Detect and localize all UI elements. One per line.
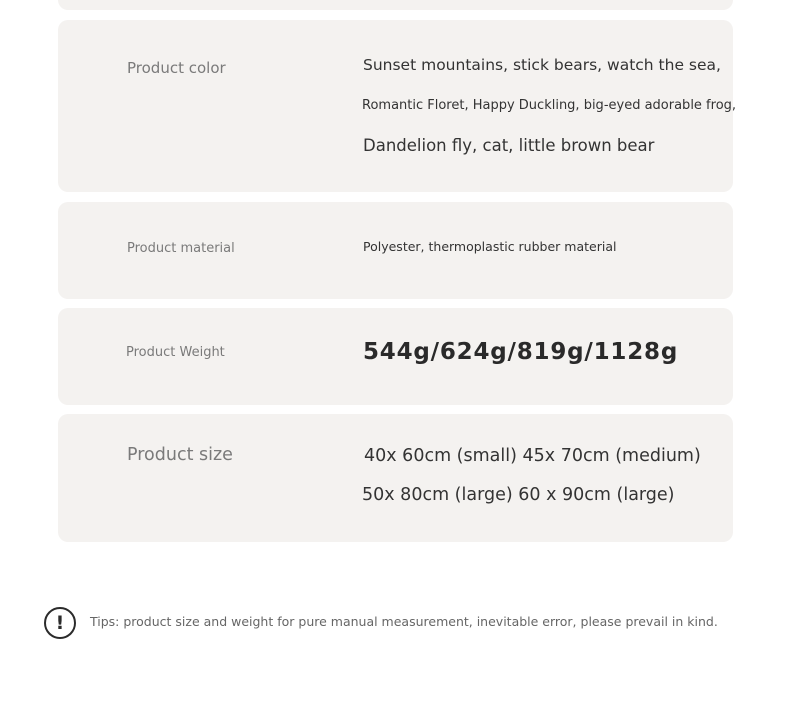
size-value-line-2: 50x 80cm (large) 60 x 90cm (large) bbox=[362, 485, 675, 505]
color-label: Product color bbox=[127, 59, 226, 77]
spec-card-weight bbox=[58, 308, 733, 405]
size-label: Product size bbox=[127, 445, 233, 465]
color-value-line-1: Sunset mountains, stick bears, watch the sea, bbox=[363, 56, 721, 74]
color-value-line-3: Dandelion fly, cat, little brown bear bbox=[363, 136, 655, 155]
material-value: Polyester, thermoplastic rubber material bbox=[363, 239, 617, 254]
tips-text: Tips: product size and weight for pure manual measurement, inevitable error, please prevail in kind. bbox=[90, 613, 718, 629]
weight-label: Product Weight bbox=[126, 345, 225, 360]
exclamation-circle-icon: ! bbox=[44, 607, 76, 639]
spec-card-size bbox=[58, 414, 733, 542]
size-value-line-1: 40x 60cm (small) 45x 70cm (medium) bbox=[364, 446, 701, 466]
spec-card-partial bbox=[58, 0, 733, 10]
spec-card-color bbox=[58, 20, 737, 192]
color-value-line-2: Romantic Floret, Happy Duckling, big-eyed adorable frog, bbox=[362, 98, 737, 113]
spec-card-material bbox=[58, 202, 733, 299]
material-label: Product material bbox=[127, 241, 235, 256]
tips-note bbox=[44, 606, 718, 640]
weight-value: 544g/624g/819g/1128g bbox=[363, 339, 679, 365]
